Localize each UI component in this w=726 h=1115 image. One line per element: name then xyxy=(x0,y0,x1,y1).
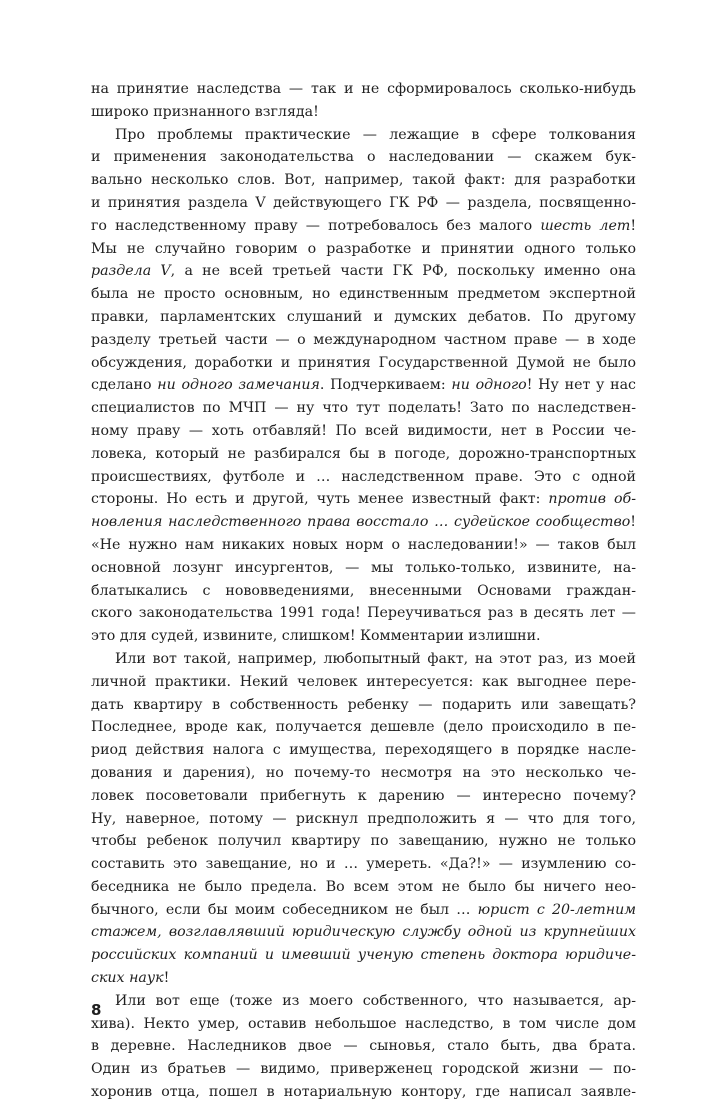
text-segment: Или вот еще (тоже из моего собственного, что называется, ар- xyxy=(115,992,636,1009)
text-segment: была не просто основным, но единственным предметом экспертной xyxy=(91,286,636,303)
italic-segment: ни одного xyxy=(451,377,527,394)
text-segment: вально несколько слов. Вот, например, такой факт: для разработки xyxy=(91,172,636,189)
text-segment: Про проблемы практические — лежащие в сфере толкования xyxy=(115,126,636,143)
text-segment: и принятия раздела V действующего ГК РФ — раздела, посвященно- xyxy=(91,194,636,211)
text-line xyxy=(91,1013,636,1036)
text-line xyxy=(91,853,636,876)
text-segment: Или вот такой, например, любопытный факт, на этот раз, из моей xyxy=(115,650,636,667)
text-segment: ! Ну нет у нас xyxy=(526,377,636,394)
text-segment: это для судей, извините, слишком! Комментарии излишни. xyxy=(91,628,541,645)
italic-segment: юрист с 20-летним xyxy=(477,901,636,918)
text-segment: специалистов по МЧП — ну что тут поделать! Зато по наследствен- xyxy=(91,400,636,417)
text-line xyxy=(91,283,636,306)
text-segment: Ну, наверное, потому — рискнул предположить я — что для того, xyxy=(91,810,636,827)
text-segment: хива). Некто умер, оставив небольшое наследство, в том числе дом xyxy=(91,1015,636,1032)
italic-segment: ни одного замечания xyxy=(157,377,320,394)
text-segment: и применения законодательства о наследовании — скажем бук- xyxy=(91,149,636,166)
text-segment: ловека, который не разбирался бы в погоде, дорожно-транспортных xyxy=(91,445,636,462)
text-segment: ! xyxy=(163,970,170,987)
italic-segment: стажем, возглавлявший юридическую службу одной из крупнейших xyxy=(91,924,636,941)
text-segment: в деревне. Наследников двое — сыновья, стало быть, два брата. xyxy=(91,1038,636,1055)
text-line xyxy=(91,899,636,922)
text-segment: беседника не было предела. Во всем этом не было бы ничего нео- xyxy=(91,878,636,895)
text-line xyxy=(91,944,636,967)
text-segment: Один из братьев — видимо, приверженец городской жизни — по- xyxy=(91,1061,636,1078)
italic-segment: против об- xyxy=(548,491,636,508)
text-segment: на принятие наследства — так и не сформировалось сколько-нибудь xyxy=(91,81,636,97)
text-line xyxy=(91,694,636,717)
text-segment: ! xyxy=(630,514,636,531)
text-line xyxy=(91,420,636,443)
text-line xyxy=(91,671,636,694)
text-line xyxy=(91,443,636,466)
text-line xyxy=(91,967,636,990)
text-line xyxy=(91,648,636,671)
text-segment: Последнее, вроде как, получается дешевле (дело происходило в пе- xyxy=(91,719,636,736)
italic-segment: российских компаний и имевший ученую степень доктора юридиче- xyxy=(91,947,636,964)
text-line xyxy=(91,192,636,215)
text-line xyxy=(91,921,636,944)
text-line xyxy=(91,534,636,557)
text-line xyxy=(91,260,636,283)
text-line xyxy=(91,124,636,147)
text-segment: ского законодательства 1991 года! Переучиваться раз в десять лет — xyxy=(91,605,636,622)
italic-segment: раздела V xyxy=(91,263,171,280)
text-segment: дования и дарения), но почему-то несмотря на это несколько че- xyxy=(91,764,636,781)
italic-segment: новления наследственного права восстало … судейское сообщество xyxy=(91,514,631,531)
text-segment: разделу третьей части — о международном частном праве — в ходе xyxy=(91,331,636,348)
text-line xyxy=(91,238,636,261)
page-number: 8 xyxy=(91,1001,102,1019)
text-segment: го наследственному праву — потребовалось без малого xyxy=(91,217,541,234)
text-segment: ному праву — хоть отбавляй! По всей видимости, нет в России че- xyxy=(91,422,636,439)
text-segment: бычного, если бы моим собеседником не был … xyxy=(91,901,478,918)
text-segment: основной лозунг инсургентов, — мы только-только, извините, на- xyxy=(91,559,636,576)
text-segment: риод действия налога с имущества, переходящего в порядке насле- xyxy=(91,742,636,759)
text-line xyxy=(91,876,636,899)
text-segment: , а не всей третьей части ГК РФ, поскольку именно она xyxy=(170,263,636,280)
text-line xyxy=(91,785,636,808)
text-segment: хоронив отца, пошел в нотариальную контору, где написал заявле- xyxy=(91,1084,636,1101)
text-segment: происшествиях, футболе и … наследственном праве. Это с одной xyxy=(91,468,636,485)
text-line xyxy=(91,1058,636,1081)
text-line xyxy=(91,580,636,603)
text-line xyxy=(91,830,636,853)
text-line xyxy=(91,762,636,785)
text-line xyxy=(91,625,636,648)
text-line xyxy=(91,306,636,329)
text-segment: стороны. Но есть и другой, чуть менее известный факт: xyxy=(91,491,549,508)
text-segment: блатыкались с нововведениями, внесенными Основами граждан- xyxy=(91,582,636,599)
text-segment: . Подчеркиваем: xyxy=(319,377,452,394)
text-line xyxy=(91,1081,636,1104)
text-segment: ! xyxy=(630,217,637,234)
text-segment: Мы не случайно говорим о разработке и принятии одного только xyxy=(91,240,636,257)
text-segment: сделано xyxy=(91,377,158,394)
text-line xyxy=(91,739,636,762)
text-segment: чтобы ребенок получил квартиру по завещанию, нужно не только xyxy=(91,833,636,850)
text-line xyxy=(91,1035,636,1058)
text-line xyxy=(91,352,636,375)
text-segment: личной практики. Некий человек интересуется: как выгоднее пере- xyxy=(91,673,636,690)
text-line xyxy=(91,169,636,192)
text-segment: составить это завещание, но и … умереть. «Да?!» — изумлению со- xyxy=(91,856,636,873)
text-line xyxy=(91,397,636,420)
text-segment: дать квартиру в собственность ребенку — подарить или завещать? xyxy=(91,696,636,713)
text-line xyxy=(91,101,636,124)
text-line xyxy=(91,488,636,511)
text-line xyxy=(91,716,636,739)
text-line xyxy=(91,215,636,238)
text-line xyxy=(91,511,636,534)
text-line xyxy=(91,557,636,580)
text-line xyxy=(91,146,636,169)
body-text xyxy=(91,78,636,1104)
italic-segment: ских наук xyxy=(91,970,164,987)
text-line xyxy=(91,990,636,1013)
text-line xyxy=(91,78,636,101)
text-segment: правки, парламентских слушаний и думских дебатов. По другому xyxy=(91,308,636,325)
text-line xyxy=(91,602,636,625)
text-segment: обсуждения, доработки и принятия Государственной Думой не было xyxy=(91,354,636,371)
text-line xyxy=(91,466,636,489)
text-line xyxy=(91,374,636,397)
text-segment: «Не нужно нам никаких новых норм о наследовании!» — таков был xyxy=(91,536,636,553)
text-segment: ловек посоветовали прибегнуть к дарению — интересно почему? xyxy=(91,787,636,804)
italic-segment: шесть лет xyxy=(540,217,631,234)
text-line xyxy=(91,808,636,831)
text-segment: широко признанного взгляда! xyxy=(91,103,319,120)
text-line xyxy=(91,329,636,352)
